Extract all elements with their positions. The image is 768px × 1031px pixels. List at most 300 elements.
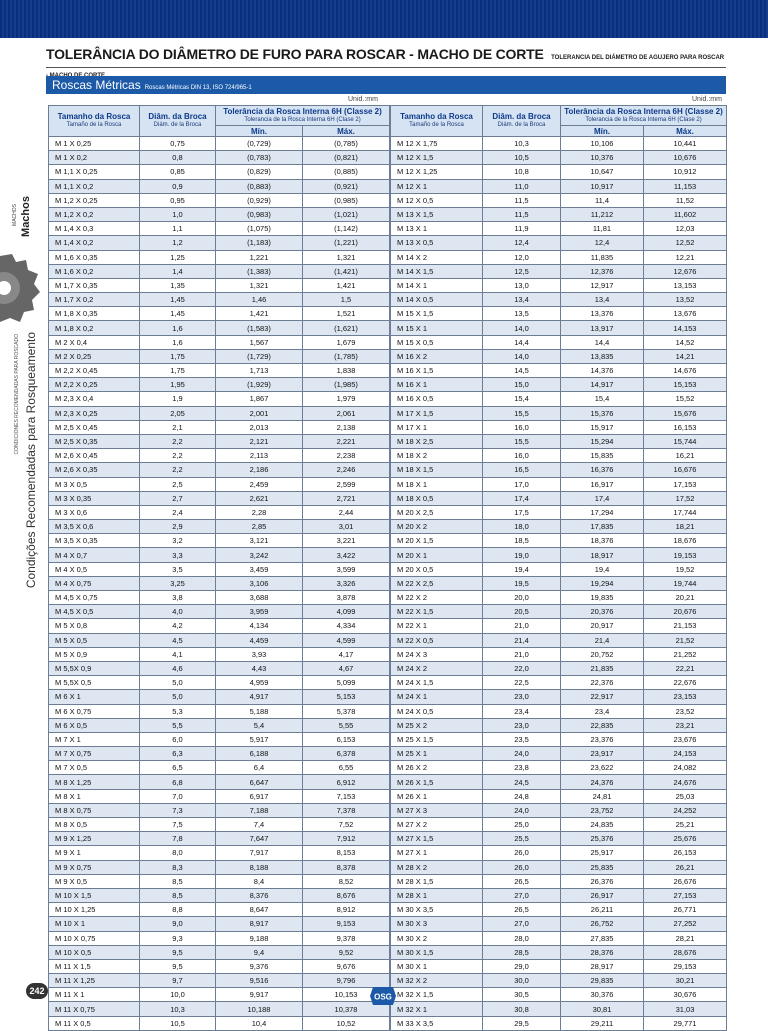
tolerance-max-cell: 7,378 [303,803,390,817]
tolerance-max-cell: 23,676 [644,732,727,746]
tolerance-max-cell: 10,153 [303,988,390,1002]
tolerance-min-cell: 4,134 [216,619,303,633]
tolerance-min-cell: 26,211 [561,903,644,917]
drill-diameter-cell: 3,25 [140,576,216,590]
thread-size-cell: M 1,8 X 0,35 [49,307,140,321]
tolerance-max-cell: 13,52 [644,293,727,307]
tolerance-min-cell: 24,376 [561,775,644,789]
thread-size-cell: M 18 X 0,5 [391,491,483,505]
drill-diameter-cell: 10,8 [483,165,561,179]
drill-diameter-cell: 15,5 [483,434,561,448]
tolerance-max-cell: 14,676 [644,364,727,378]
col-header-size-es-text: Tamaño de la Rosca [66,122,122,128]
table-row [49,193,390,207]
thread-size-cell: M 18 X 1 [391,477,483,491]
table-row [391,505,727,519]
tolerance-min-cell: 14,4 [561,335,644,349]
table-row [391,917,727,931]
drill-diameter-cell: 10,5 [483,151,561,165]
tolerance-max-cell: (0,821) [303,151,390,165]
tolerance-min-cell: 13,917 [561,321,644,335]
tolerance-max-cell: 16,21 [644,449,727,463]
thread-size-cell: M 12 X 1,75 [391,137,483,151]
drill-diameter-cell: 13,0 [483,278,561,292]
tolerance-max-cell: 31,03 [644,1002,727,1016]
tolerance-max-cell: 23,153 [644,690,727,704]
drill-diameter-cell: 1,75 [140,364,216,378]
drill-diameter-cell: 26,5 [483,874,561,888]
table-row [391,392,727,406]
tolerance-max-cell: (1,142) [303,222,390,236]
drill-diameter-cell: 17,4 [483,491,561,505]
tolerance-max-cell: 1,679 [303,335,390,349]
drill-diameter-cell: 25,0 [483,818,561,832]
tolerance-max-cell: (0,985) [303,193,390,207]
tolerance-min-cell: 2,001 [216,406,303,420]
tolerance-min-cell: 1,713 [216,364,303,378]
tolerance-max-cell: 17,744 [644,505,727,519]
drill-diameter-cell: 9,3 [140,931,216,945]
drill-diameter-cell: 23,0 [483,718,561,732]
tolerance-max-cell: 14,153 [644,321,727,335]
tolerance-min-cell: 22,835 [561,718,644,732]
tolerance-min-cell: 20,917 [561,619,644,633]
tolerance-min-cell: 11,835 [561,250,644,264]
tolerance-max-cell: 2,238 [303,449,390,463]
drill-diameter-cell: 29,5 [483,1016,561,1030]
tolerance-min-cell: 30,376 [561,988,644,1002]
tolerance-max-cell: 4,17 [303,647,390,661]
tolerance-min-cell: 10,917 [561,179,644,193]
drill-diameter-cell: 21,0 [483,619,561,633]
drill-diameter-cell: 7,0 [140,789,216,803]
tolerance-max-cell: 1,421 [303,278,390,292]
table-row [49,378,390,392]
drill-diameter-cell: 21,0 [483,647,561,661]
thread-size-cell: M 1,4 X 0,2 [49,236,140,250]
thread-size-cell: M 8 X 0,75 [49,803,140,817]
table-row [49,463,390,477]
drill-diameter-cell: 23,4 [483,704,561,718]
tolerance-min-cell: 2,621 [216,491,303,505]
drill-diameter-cell: 3,5 [140,562,216,576]
thread-size-cell: M 6 X 1 [49,690,140,704]
drill-diameter-cell: 6,0 [140,732,216,746]
tolerance-min-cell: 13,376 [561,307,644,321]
thread-size-cell: M 12 X 1,5 [391,151,483,165]
thread-size-cell: M 13 X 1 [391,222,483,236]
tolerance-max-cell: 27,153 [644,888,727,902]
thread-size-cell: M 17 X 1 [391,420,483,434]
drill-diameter-cell: 30,0 [483,974,561,988]
tolerance-min-cell: 11,81 [561,222,644,236]
drill-diameter-cell: 22,0 [483,661,561,675]
drill-diameter-cell: 28,5 [483,945,561,959]
tolerance-max-cell: 26,676 [644,874,727,888]
tolerance-max-cell: 28,21 [644,931,727,945]
table-row [391,193,727,207]
thread-size-cell: M 3,5 X 0,6 [49,520,140,534]
thread-size-cell: M 5 X 0,9 [49,647,140,661]
drill-diameter-cell: 20,0 [483,591,561,605]
drill-diameter-cell: 1,35 [140,278,216,292]
drill-diameter-cell: 3,3 [140,548,216,562]
tolerance-max-cell: 5,099 [303,676,390,690]
thread-size-cell: M 2 X 0,4 [49,335,140,349]
tolerance-min-cell: 3,242 [216,548,303,562]
tolerance-max-cell: 8,676 [303,888,390,902]
drill-diameter-cell: 7,3 [140,803,216,817]
table-row [49,803,390,817]
col-header-tol-es-text: Tolerancia de la Rosca Interna 6H (Clase 2) [244,116,361,123]
tolerance-min-cell: 2,113 [216,449,303,463]
table-row [391,747,727,761]
thread-size-cell: M 10 X 1 [49,917,140,931]
thread-size-cell: M 14 X 0,5 [391,293,483,307]
drill-diameter-cell: 0,85 [140,165,216,179]
table-row [49,789,390,803]
thread-size-cell: M 3 X 0,35 [49,491,140,505]
tolerance-max-cell: 24,676 [644,775,727,789]
thread-size-cell: M 1,7 X 0,35 [49,278,140,292]
table-row [391,605,727,619]
tolerance-max-cell: 15,676 [644,406,727,420]
table-row [49,591,390,605]
tolerance-min-cell: 20,376 [561,605,644,619]
tolerance-min-cell: 12,917 [561,278,644,292]
tolerance-max-cell: 12,21 [644,250,727,264]
tolerance-min-cell: 10,4 [216,1016,303,1030]
table-row [49,888,390,902]
tolerance-max-cell: 4,599 [303,633,390,647]
table-row [391,491,727,505]
table-row [49,207,390,221]
tolerance-min-cell: 21,835 [561,661,644,675]
tolerance-max-cell: 3,221 [303,534,390,548]
thread-size-cell: M 17 X 1,5 [391,406,483,420]
table-row [49,988,390,1002]
drill-diameter-cell: 1,75 [140,349,216,363]
drill-diameter-cell: 11,9 [483,222,561,236]
thread-size-cell: M 1,1 X 0,25 [49,165,140,179]
tolerance-max-cell: (1,221) [303,236,390,250]
tolerance-max-cell: 6,912 [303,775,390,789]
tolerance-min-cell: 8,376 [216,888,303,902]
tolerance-max-cell: 5,55 [303,718,390,732]
tolerance-min-cell: 3,959 [216,605,303,619]
drill-diameter-cell: 1,0 [140,207,216,221]
tolerance-max-cell: 7,153 [303,789,390,803]
tolerance-min-cell: 24,81 [561,789,644,803]
drill-diameter-cell: 1,95 [140,378,216,392]
thread-size-cell: M 20 X 1,5 [391,534,483,548]
thread-size-cell: M 4 X 0,7 [49,548,140,562]
table-row [391,832,727,846]
table-row [49,250,390,264]
tolerance-min-cell: 4,959 [216,676,303,690]
thread-size-cell: M 16 X 0,5 [391,392,483,406]
drill-diameter-cell: 16,5 [483,463,561,477]
tolerance-max-cell: 22,21 [644,661,727,675]
drill-diameter-cell: 30,8 [483,1002,561,1016]
thread-size-cell: M 16 X 1 [391,378,483,392]
tolerance-min-cell: 3,93 [216,647,303,661]
thread-size-cell: M 13 X 0,5 [391,236,483,250]
thread-size-cell: M 1,1 X 0,2 [49,179,140,193]
thread-table-right [390,105,727,1031]
tolerance-max-cell: 9,378 [303,931,390,945]
thread-size-cell: M 14 X 1 [391,278,483,292]
thread-size-cell: M 4,5 X 0,5 [49,605,140,619]
table-row [391,576,727,590]
tolerance-min-cell: 9,917 [216,988,303,1002]
drill-diameter-cell: 9,7 [140,974,216,988]
thread-size-cell: M 20 X 2 [391,520,483,534]
tolerance-min-cell: 1,321 [216,278,303,292]
drill-diameter-cell: 7,8 [140,832,216,846]
table-row [49,732,390,746]
drill-diameter-cell: 1,6 [140,321,216,335]
col-header-tolerance [561,106,727,126]
tolerance-min-cell: 28,376 [561,945,644,959]
tolerance-min-cell: 3,688 [216,591,303,605]
table-row [391,732,727,746]
drill-diameter-cell: 8,8 [140,903,216,917]
thread-size-cell: M 12 X 1 [391,179,483,193]
table-row [49,562,390,576]
thread-size-cell: M 5,5X 0,5 [49,676,140,690]
tolerance-min-cell: 14,917 [561,378,644,392]
tolerance-max-cell: 14,52 [644,335,727,349]
thread-size-cell: M 5 X 0,5 [49,633,140,647]
table-row [49,846,390,860]
drill-diameter-cell: 18,5 [483,534,561,548]
tolerance-max-cell: 2,599 [303,477,390,491]
thread-size-cell: M 26 X 1,5 [391,775,483,789]
table-row [391,463,727,477]
drill-diameter-cell: 27,0 [483,888,561,902]
tolerance-min-cell: 8,917 [216,917,303,931]
tolerance-max-cell: 24,153 [644,747,727,761]
col-header-drill-es-text: Diám. de la Broca [153,122,202,128]
drill-diameter-cell: 26,5 [483,903,561,917]
tolerance-min-cell: 3,121 [216,534,303,548]
tolerance-min-cell: 22,376 [561,676,644,690]
tolerance-max-cell: 19,153 [644,548,727,562]
table-row [49,690,390,704]
drill-diameter-cell: 2,9 [140,520,216,534]
tolerance-max-cell: 6,153 [303,732,390,746]
drill-diameter-cell: 1,2 [140,236,216,250]
tolerance-max-cell: 2,061 [303,406,390,420]
table-row [49,179,390,193]
thread-size-cell: M 16 X 2 [391,349,483,363]
top-banner [0,0,768,38]
page-subtitle: TOLERANCIA DEL DIÁMETRO DE AGUJERO PARA ROSCAR [551,55,725,61]
thread-size-cell: M 13 X 1,5 [391,207,483,221]
table-row [391,534,727,548]
table-row [49,1002,390,1016]
tolerance-max-cell: 23,52 [644,704,727,718]
tolerance-min-cell: (0,783) [216,151,303,165]
drill-diameter-cell: 1,45 [140,307,216,321]
tolerance-max-cell: 15,52 [644,392,727,406]
table-row [49,917,390,931]
thread-size-cell: M 2 X 0,25 [49,349,140,363]
table-row [49,406,390,420]
tolerance-min-cell: 4,43 [216,661,303,675]
thread-size-cell: M 33 X 3,5 [391,1016,483,1030]
drill-diameter-cell: 23,5 [483,732,561,746]
table-row [391,1016,727,1030]
drill-diameter-cell: 11,5 [483,207,561,221]
table-row [391,165,727,179]
tolerance-min-cell: 16,917 [561,477,644,491]
drill-diameter-cell: 24,0 [483,747,561,761]
table-row [49,775,390,789]
table-row [49,236,390,250]
thread-size-cell: M 1,7 X 0,2 [49,293,140,307]
table-row [49,137,390,151]
thread-size-cell: M 24 X 3 [391,647,483,661]
tolerance-min-cell: 2,121 [216,434,303,448]
table-row [391,264,727,278]
tolerance-min-cell: 7,647 [216,832,303,846]
drill-diameter-cell: 8,0 [140,846,216,860]
table-row [49,307,390,321]
table-row [49,647,390,661]
thread-size-cell: M 28 X 2 [391,860,483,874]
tolerance-min-cell: (0,929) [216,193,303,207]
drill-diameter-cell: 19,4 [483,562,561,576]
tolerance-max-cell: 6,55 [303,761,390,775]
tolerance-min-cell: 3,106 [216,576,303,590]
thread-size-cell: M 11 X 0,75 [49,1002,140,1016]
tolerance-min-cell: 15,294 [561,434,644,448]
drill-diameter-cell: 5,0 [140,676,216,690]
table-row [391,676,727,690]
thread-size-cell: M 14 X 2 [391,250,483,264]
tolerance-min-cell: (1,729) [216,349,303,363]
drill-diameter-cell: 1,6 [140,335,216,349]
tolerance-max-cell: 25,03 [644,789,727,803]
thread-size-cell: M 28 X 1 [391,888,483,902]
table-row [49,931,390,945]
sidebar-conditions-es-label: CONDICIONES RECOMENDADAS PARA ROSCADO [14,334,20,455]
col-header-drill-text: Diâm. da Broca [492,112,551,121]
thread-size-cell: M 7 X 1 [49,732,140,746]
table-row [49,349,390,363]
table-row [391,335,727,349]
tolerance-min-cell: (1,183) [216,236,303,250]
thread-size-cell: M 18 X 1,5 [391,463,483,477]
tolerance-min-cell: 10,188 [216,1002,303,1016]
tolerance-min-cell: 3,459 [216,562,303,576]
tolerance-min-cell: 15,917 [561,420,644,434]
table-row [391,988,727,1002]
tolerance-min-cell: 26,752 [561,917,644,931]
tolerance-min-cell: 9,516 [216,974,303,988]
thread-size-cell: M 22 X 0,5 [391,633,483,647]
thread-size-cell: M 32 X 1 [391,1002,483,1016]
table-row [391,406,727,420]
drill-diameter-cell: 4,0 [140,605,216,619]
tolerance-max-cell: 30,676 [644,988,727,1002]
section-subtitle: Roscas Métricas DIN 13, ISO 724/965-1 [144,85,252,91]
tolerance-min-cell: 29,835 [561,974,644,988]
drill-diameter-cell: 12,5 [483,264,561,278]
tolerance-max-cell: 4,099 [303,605,390,619]
tolerance-max-cell: (1,621) [303,321,390,335]
tolerance-max-cell: 8,153 [303,846,390,860]
table-row [391,434,727,448]
table-row [391,874,727,888]
tolerance-min-cell: 18,376 [561,534,644,548]
drill-diameter-cell: 26,0 [483,860,561,874]
tolerance-max-cell: 3,599 [303,562,390,576]
thread-size-cell: M 22 X 1 [391,619,483,633]
tolerance-max-cell: 8,378 [303,860,390,874]
tolerance-min-cell: 12,376 [561,264,644,278]
table-row [391,718,727,732]
table-row [391,661,727,675]
tolerance-max-cell: 13,153 [644,278,727,292]
tolerance-min-cell: (1,929) [216,378,303,392]
table-row [49,903,390,917]
thread-size-cell: M 4 X 0,75 [49,576,140,590]
thread-size-cell: M 30 X 1,5 [391,945,483,959]
drill-diameter-cell: 19,0 [483,548,561,562]
title-divider [46,67,726,68]
thread-size-cell: M 30 X 3 [391,917,483,931]
tolerance-max-cell: 21,252 [644,647,727,661]
drill-diameter-cell: 26,0 [483,846,561,860]
drill-diameter-cell: 11,5 [483,193,561,207]
thread-size-cell: M 20 X 2,5 [391,505,483,519]
tolerance-min-cell: (0,829) [216,165,303,179]
thread-size-cell: M 16 X 1,5 [391,364,483,378]
thread-size-cell: M 24 X 2 [391,661,483,675]
tolerance-max-cell: 8,52 [303,874,390,888]
tolerance-min-cell: (1,583) [216,321,303,335]
thread-size-cell: M 18 X 2,5 [391,434,483,448]
table-row [49,264,390,278]
gear-icon [0,248,40,328]
tolerance-min-cell: 17,835 [561,520,644,534]
thread-size-cell: M 15 X 1 [391,321,483,335]
tolerance-min-cell: 16,376 [561,463,644,477]
tolerance-min-cell: 9,376 [216,959,303,973]
thread-size-cell: M 1,4 X 0,3 [49,222,140,236]
tolerance-max-cell: (0,785) [303,137,390,151]
drill-diameter-cell: 15,0 [483,378,561,392]
thread-size-cell: M 11 X 1,5 [49,959,140,973]
table-row [391,888,727,902]
tolerance-min-cell: 19,4 [561,562,644,576]
drill-diameter-cell: 24,0 [483,803,561,817]
drill-diameter-cell: 0,75 [140,137,216,151]
tolerance-min-cell: 7,188 [216,803,303,817]
section-bar [46,76,726,94]
tolerance-min-cell: (1,075) [216,222,303,236]
thread-size-cell: M 10 X 0,75 [49,931,140,945]
tolerance-max-cell: 14,21 [644,349,727,363]
tolerance-min-cell: 5,917 [216,732,303,746]
thread-size-cell: M 8 X 1 [49,789,140,803]
tolerance-min-cell: 4,459 [216,633,303,647]
table-row [391,860,727,874]
thread-size-cell: M 11 X 1 [49,988,140,1002]
